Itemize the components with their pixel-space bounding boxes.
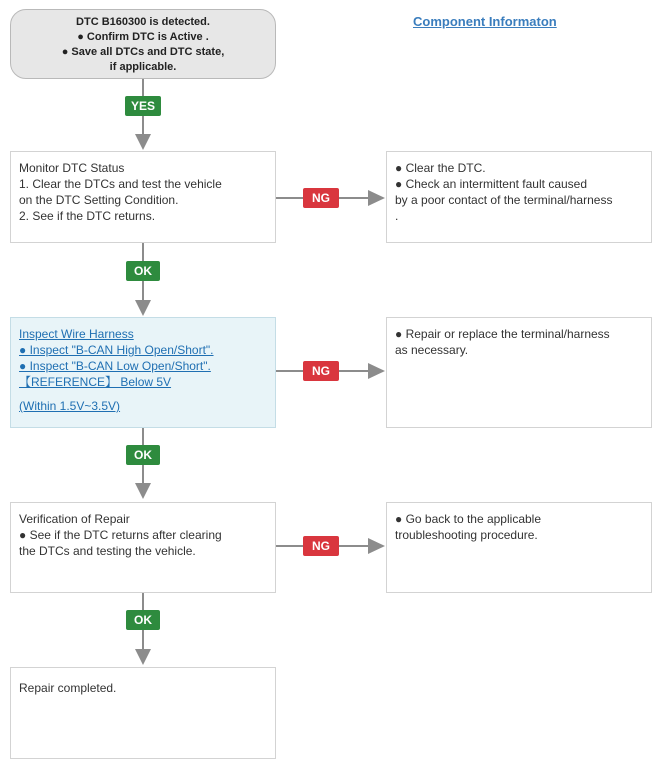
arrow-right-2: [368, 363, 385, 379]
ng2-line: as necessary.: [395, 343, 469, 357]
yes-badge: YES: [125, 96, 161, 116]
arrow-down-2: [135, 300, 151, 316]
ng3-line: troubleshooting procedure.: [395, 528, 538, 542]
ng-badge-2: NG: [303, 361, 339, 381]
arrow-right-3: [368, 538, 385, 554]
inspect-wire-harness-box: [10, 317, 276, 428]
inspect-bcan-low-link[interactable]: ● Inspect "B-CAN Low Open/Short".: [19, 359, 211, 373]
ng-result-box-2: [386, 317, 652, 428]
step1-line: on the DTC Setting Condition.: [19, 193, 179, 207]
monitor-dtc-status-box: [10, 151, 276, 243]
start-line: if applicable.: [109, 61, 177, 73]
ng-result-box-1: [386, 151, 652, 243]
inspect-bcan-high-link[interactable]: ● Inspect "B-CAN High Open/Short".: [19, 343, 214, 357]
ng3-line: ● Go back to the applicable: [395, 512, 542, 526]
reference-link[interactable]: 【REFERENCE】 Below 5V: [19, 375, 172, 389]
start-line: DTC B160300 is detected.: [76, 16, 210, 28]
arrow-down-1: [135, 134, 151, 150]
arrow-down-4: [135, 649, 151, 665]
repair-completed-box: [10, 667, 276, 759]
component-information-link[interactable]: Component Informaton: [413, 14, 557, 29]
ok-badge-1: OK: [126, 261, 160, 281]
ng1-line: ● Clear the DTC.: [395, 161, 486, 175]
ng-badge-3: NG: [303, 536, 339, 556]
voltage-range-link[interactable]: (Within 1.5V~3.5V): [19, 399, 121, 413]
step1-line: 2. See if the DTC returns.: [19, 209, 156, 223]
ng-badge-1: NG: [303, 188, 339, 208]
start-line: ● Confirm DTC is Active .: [77, 31, 209, 43]
ok-badge-3: OK: [126, 610, 160, 630]
ng1-line: .: [395, 209, 399, 223]
step1-line: Monitor DTC Status: [19, 161, 125, 175]
ng1-line: by a poor contact of the terminal/harness: [395, 193, 613, 207]
step3-line: the DTCs and testing the vehicle.: [19, 544, 196, 558]
ok-badge-2: OK: [126, 445, 160, 465]
inspect-wire-harness-link[interactable]: Inspect Wire Harness: [19, 327, 134, 341]
step3-line: Verification of Repair: [19, 512, 130, 526]
arrow-down-3: [135, 483, 151, 499]
ng1-line: ● Check an intermittent fault caused: [395, 177, 588, 191]
step1-line: 1. Clear the DTCs and test the vehicle: [19, 177, 222, 191]
step3-line: ● See if the DTC returns after clearing: [19, 528, 222, 542]
repair-completed-text: Repair completed.: [19, 681, 117, 695]
ng2-line: ● Repair or replace the terminal/harness: [395, 327, 610, 341]
ng-result-box-3: [386, 502, 652, 593]
start-condition-box: [10, 9, 276, 79]
start-line: ● Save all DTCs and DTC state,: [61, 46, 225, 58]
verification-of-repair-box: [10, 502, 276, 593]
arrow-right-1: [368, 190, 385, 206]
